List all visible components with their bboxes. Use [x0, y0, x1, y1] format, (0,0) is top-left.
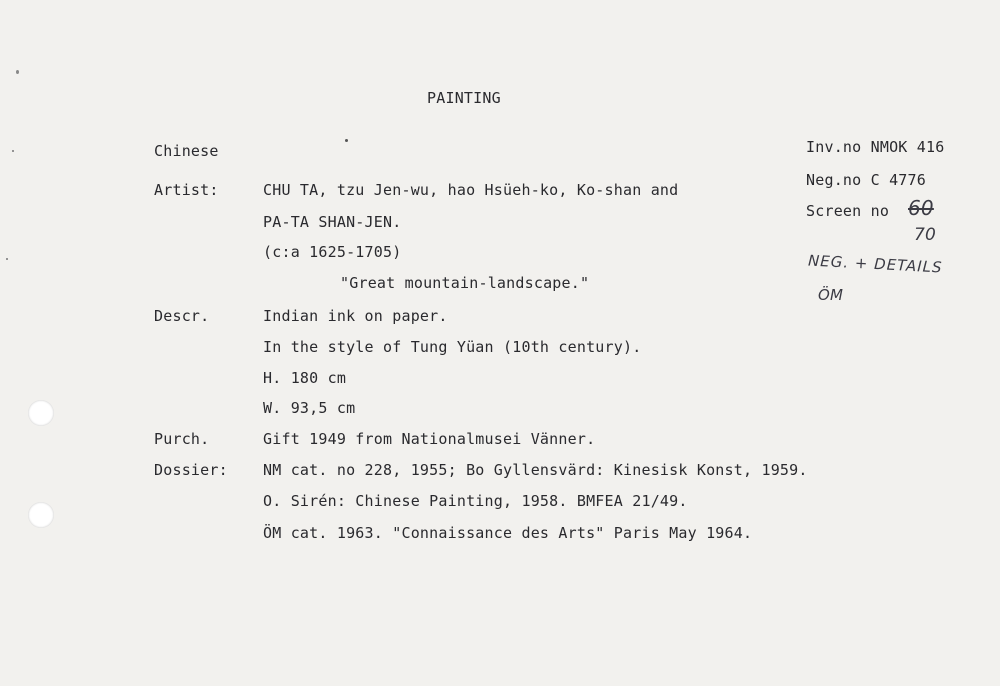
- artist-dates: (c:a 1625-1705): [263, 243, 402, 261]
- purchase-label: Purch.: [154, 430, 210, 448]
- handwritten-note-line2: ÖM: [818, 286, 844, 304]
- punch-hole-bottom: [28, 502, 54, 528]
- inventory-number: Inv.no NMOK 416: [806, 138, 945, 156]
- dossier-line-1: NM cat. no 228, 1955; Bo Gyllensvärd: Kinesisk Konst, 1959.: [263, 461, 808, 479]
- handwritten-note-line1: NEG. + DETAILS: [807, 251, 943, 277]
- artist-line-1: CHU TA, tzu Jen-wu, hao Hsüeh-ko, Ko-shan and: [263, 181, 679, 199]
- description-width: W. 93,5 cm: [263, 399, 356, 417]
- screen-number-label: Screen no: [806, 202, 890, 220]
- ink-speck: [12, 150, 14, 152]
- description-medium: Indian ink on paper.: [263, 307, 448, 325]
- ink-speck: [16, 70, 19, 74]
- origin-label: Chinese: [154, 142, 219, 160]
- dossier-line-3: ÖM cat. 1963. "Connaissance des Arts" Paris May 1964.: [263, 524, 753, 542]
- negative-number: Neg.no C 4776: [806, 171, 926, 189]
- card-heading: PAINTING: [427, 89, 501, 107]
- ink-speck: [6, 258, 8, 260]
- handwritten-screen-new: 70: [914, 225, 937, 245]
- handwritten-screen-old: 60: [908, 196, 934, 220]
- punch-hole-top: [28, 400, 54, 426]
- artist-line-2: PA-TA SHAN-JEN.: [263, 213, 402, 231]
- painting-title: "Great mountain-landscape.": [340, 274, 590, 292]
- description-height: H. 180 cm: [263, 369, 347, 387]
- description-style: In the style of Tung Yüan (10th century).: [263, 338, 642, 356]
- purchase-text: Gift 1949 from Nationalmusei Vänner.: [263, 430, 596, 448]
- dossier-line-2: O. Sirén: Chinese Painting, 1958. BMFEA 21/49.: [263, 492, 688, 510]
- ink-speck: [345, 139, 348, 142]
- dossier-label: Dossier:: [154, 461, 228, 479]
- description-label: Descr.: [154, 307, 210, 325]
- artist-label: Artist:: [154, 181, 219, 199]
